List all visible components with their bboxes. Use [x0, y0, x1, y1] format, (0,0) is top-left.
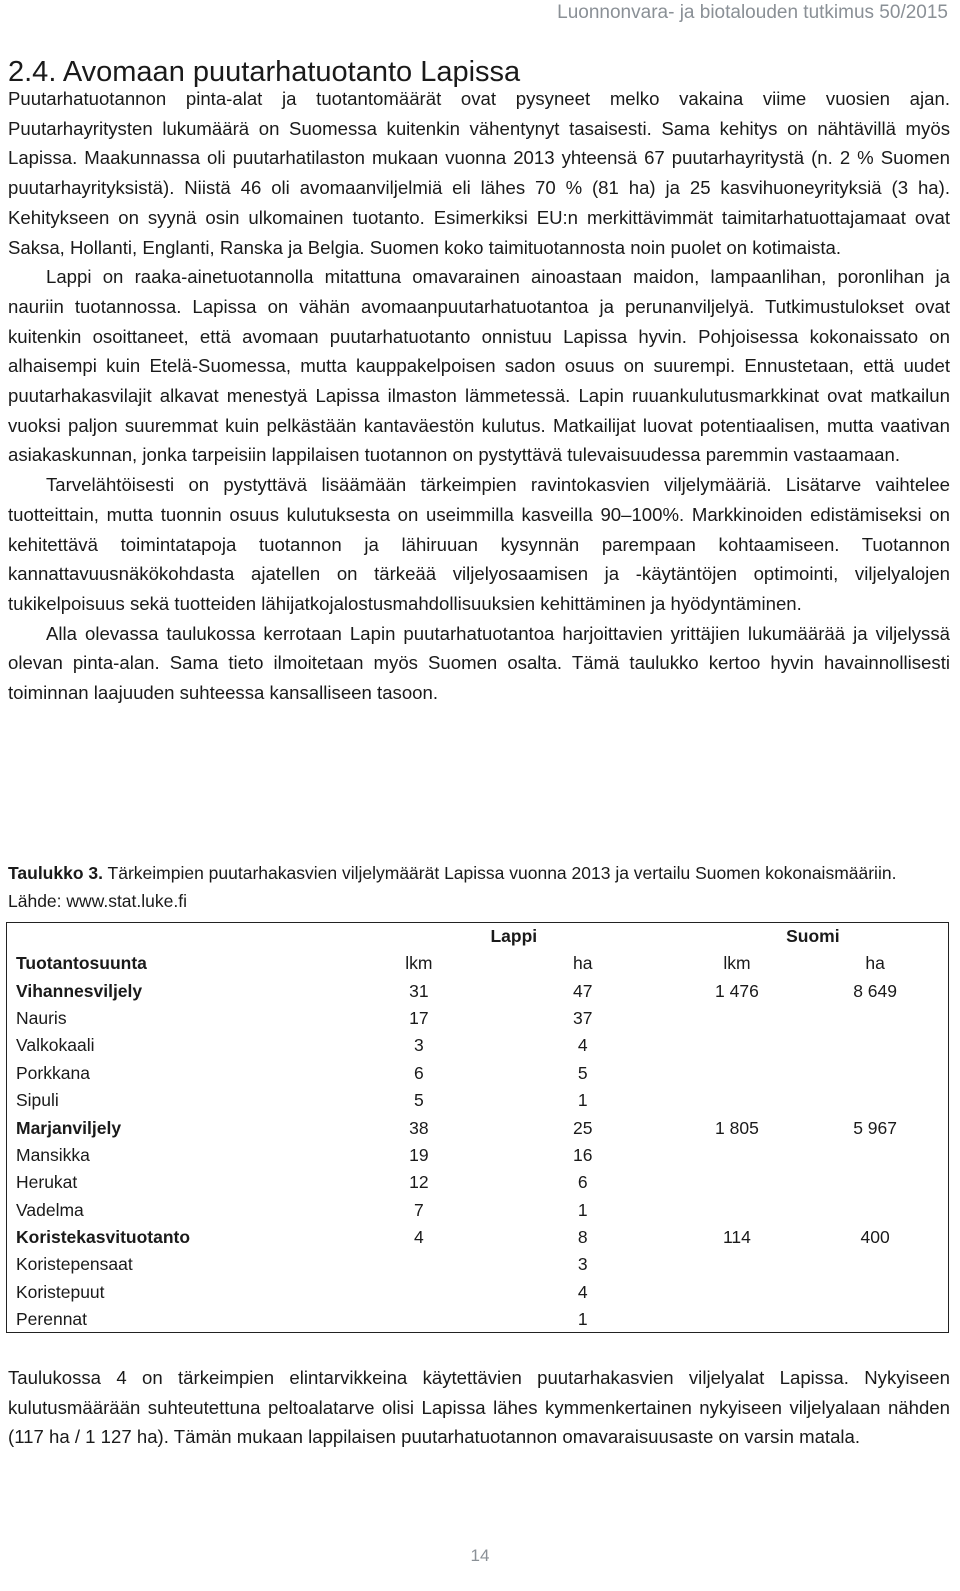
cell-suomi-lkm [673, 1032, 802, 1059]
cell-suomi-lkm [673, 1251, 802, 1278]
cell-lappi-ha: 4 [577, 1035, 588, 1056]
row-label: Perennat [16, 1309, 88, 1330]
cell-lappi-lkm: 6 [414, 1062, 424, 1083]
col-header-suomi-ha: ha [865, 953, 885, 974]
cell-lappi-ha: 37 [572, 1007, 593, 1028]
table-row [7, 977, 949, 1004]
cell-lappi-lkm: 12 [409, 1172, 429, 1193]
cell-lappi-ha: 47 [572, 980, 593, 1001]
paragraph-3: Tarvelähtöisesti on pystyttävä lisäämään tärkeimpien ravintokasvien viljelymääriä. Lisätarve vaihtelee tuotteittain, mutta tuonnin osuus kulutuksesta on useimmilla kasveilla 90–100%. Markkinoiden edistämiseksi on kehitettävä toimintatapoja tuotannon ja lähiruuan kysynnän parempaan kohtaamiseen. Tuotannon kannattavuusnäkökohdasta ajatellen on tärkeää viljelyosaamisen ja -käytäntöjen optimointi, viljelyalojen tukikelpoisuus sekä tuotteiden lähijatkojalostusmahdollisuuksien kehittäminen ja hyödyntäminen. [8, 474, 950, 614]
cell-lappi-lkm: 19 [409, 1144, 429, 1165]
cell-lappi-ha: 16 [572, 1144, 593, 1165]
data-table [7, 922, 949, 1333]
table-row [7, 1032, 949, 1059]
cell-lappi-ha: 3 [577, 1254, 588, 1275]
paragraph-1: Puutarhatuotannon pinta-alat ja tuotantomäärät ovat pysyneet melko vakaina viime vuosien ajan. Puutarhayritysten lukumäärä on Suomessa kuitenkin vähentynyt tasaisesti. Sama kehitys on nähtävillä myös Lapissa. Maakunnassa oli puutarhatilaston mukaan vuonna 2013 yhteensä 67 puutarhayritystä (n. 2 % Suomen puutarhayrityksistä). Niistä 46 oli avomaanviljelmiä eli lähes 70 % (81 ha) ja 25 kasvihuoneyrityksiä (3 ha). Kehitykseen on syynä osin ulkomainen tuotanto. Esimerkiksi EU:n merkittävimmät taimitarhatuottajamaat ovat Saksa, Hollanti, Englanti, Ranska ja Belgia. Suomen koko taimituotannosta noin puolet on kotimaista. [8, 88, 950, 258]
table-row [7, 1197, 949, 1224]
group-header-lappi: Lappi [490, 925, 538, 946]
cell-lappi-lkm [345, 1251, 493, 1278]
cell-suomi-lkm [673, 1142, 802, 1169]
cell-lappi-lkm: 38 [409, 1117, 429, 1138]
cell-lappi-lkm: 3 [414, 1035, 424, 1056]
cell-suomi-ha [801, 1032, 949, 1059]
table-caption-text: Tärkeimpien puutarhakasvien viljelymäärät Lapissa vuonna 2013 ja vertailu Suomen kokonaismääriin. Lähde: www.stat.luke.fi [8, 863, 897, 911]
cell-suomi-ha [801, 1142, 949, 1169]
cell-lappi-ha: 1 [577, 1090, 588, 1111]
table-row [7, 1224, 949, 1251]
row-label: Vadelma [16, 1199, 84, 1220]
row-label: Sipuli [16, 1090, 59, 1111]
cell-suomi-ha [801, 1197, 949, 1224]
after-table-paragraph: Taulukossa 4 on tärkeimpien elintarvikkeina käytettävien puutarhakasvien viljelyalat Lapissa. Nykyiseen kulutusmäärään suhteutettuna peltoalatarve olisi Lapissa lähes kymmenkertainen nykyiseen viljelyalaan nähden (117 ha / 1 127 ha). Tämän mukaan lappilaisen puutarhatuotannon omavaraisuusaste on varsin matala. [8, 1367, 950, 1448]
cell-suomi-lkm [673, 1060, 802, 1087]
col-header-tuotantosuunta: Tuotantosuunta [16, 953, 147, 974]
table-group-header-row [7, 922, 949, 950]
table-row [7, 1279, 949, 1306]
cell-suomi-lkm: 1 476 [715, 980, 759, 1001]
cell-suomi-lkm [673, 1279, 802, 1306]
row-label: Vihannesviljely [16, 980, 143, 1001]
cell-suomi-lkm [673, 1197, 802, 1224]
cell-lappi-lkm [345, 1306, 493, 1333]
col-header-suomi-lkm: lkm [723, 953, 751, 974]
table-row [7, 1005, 949, 1032]
table-column-header-row [7, 950, 949, 977]
cell-suomi-lkm: 1 805 [715, 1117, 759, 1138]
cell-suomi-lkm [673, 1169, 802, 1196]
page-number: 14 [470, 1546, 490, 1565]
cell-lappi-ha: 25 [572, 1117, 593, 1138]
row-label: Koristekasvituotanto [16, 1227, 191, 1248]
cell-lappi-lkm: 7 [414, 1199, 424, 1220]
cell-suomi-lkm [673, 1005, 802, 1032]
cell-lappi-ha: 1 [577, 1199, 588, 1220]
table-caption-label: Taulukko 3. [8, 863, 103, 883]
table-row [7, 1306, 949, 1333]
table-row [7, 1169, 949, 1196]
running-header: Luonnonvara- ja biotalouden tutkimus 50/2015 [557, 2, 948, 23]
col-header-lappi-lkm: lkm [405, 953, 433, 974]
group-header-suomi: Suomi [786, 925, 840, 946]
cell-lappi-lkm: 31 [409, 980, 429, 1001]
table-caption [8, 860, 948, 915]
table-row [7, 1060, 949, 1087]
table-row [7, 1251, 949, 1278]
cell-lappi-ha: 1 [577, 1309, 588, 1330]
cell-suomi-lkm: 114 [722, 1227, 751, 1248]
cell-lappi-ha: 5 [577, 1062, 588, 1083]
body-text-block [8, 84, 950, 708]
row-label: Koristepensaat [16, 1254, 133, 1275]
cell-suomi-ha [801, 1060, 949, 1087]
table-row [7, 1114, 949, 1141]
cell-suomi-ha [801, 1306, 949, 1333]
row-label: Nauris [16, 1007, 67, 1028]
cell-suomi-ha [801, 1279, 949, 1306]
cell-lappi-lkm: 5 [414, 1090, 424, 1111]
cell-suomi-ha: 5 967 [853, 1117, 897, 1138]
cell-suomi-lkm [673, 1087, 802, 1114]
row-label: Herukat [16, 1172, 78, 1193]
cell-suomi-ha [801, 1005, 949, 1032]
paragraph-2: Lappi on raaka-ainetuotannolla mitattuna omavarainen ainoastaan maidon, lampaanlihan, poronlihan ja nauriin tuotannossa. Lapissa on vähän avomaanpuutarhatuotantoa ja perunanviljelyä. Tutkimustulokset ovat kuitenkin osoittaneet, että avomaan puutarhatuotanto onnistuu Lapissa hyvin. Pohjoisessa kokonaissato on alhaisempi kuin Etelä-Suomessa, mutta kauppakelpoisen sadon osuus on suurempi. Ennustetaan, että uudet puutarhakasvilajit alkavat menestyä Lapissa ilmaston lämmetessä. Lapin ruuankulutusmarkkinat ovat matkailun vuoksi paljon suuremmat kuin pelkästään kantaväestön kulutus. Matkailijat luovat potentiaalisen, mutta vaativan asiakaskunnan, jonka tarpeisiin lappilaisen tuotannon on pystyttävä tulevaisuudessa paremmin vastaamaan. [8, 266, 950, 466]
cell-lappi-ha: 6 [577, 1172, 588, 1193]
row-label: Marjanviljely [16, 1117, 122, 1138]
row-label: Porkkana [16, 1062, 90, 1083]
col-header-lappi-ha: ha [572, 953, 593, 974]
cell-suomi-ha [801, 1169, 949, 1196]
table-row [7, 1087, 949, 1114]
paragraph-4: Alla olevassa taulukossa kerrotaan Lapin puutarhatuotantoa harjoittavien yrittäjien lukumäärää ja viljelyssä olevan pinta-alan. Sama tieto ilmoitetaan myös Suomen osalta. Tämä taulukko kertoo hyvin havainnollisesti toiminnan laajuuden suhteessa kansalliseen tasoon. [8, 622, 950, 704]
cell-lappi-ha: 8 [577, 1227, 588, 1248]
row-label: Mansikka [16, 1144, 90, 1165]
cell-suomi-ha: 8 649 [853, 980, 897, 1001]
row-label: Koristepuut [16, 1281, 105, 1302]
cell-lappi-lkm [345, 1279, 493, 1306]
cell-suomi-ha [801, 1251, 949, 1278]
cell-suomi-ha [801, 1087, 949, 1114]
cell-suomi-ha: 400 [860, 1227, 890, 1248]
cell-lappi-lkm: 17 [409, 1007, 429, 1028]
row-label: Valkokaali [16, 1035, 95, 1056]
cell-lappi-ha: 4 [577, 1281, 588, 1302]
cell-suomi-lkm [673, 1306, 802, 1333]
section-title: 2.4. Avomaan puutarhatuotanto Lapissa [8, 56, 521, 88]
cell-lappi-lkm: 4 [414, 1227, 424, 1248]
table-row [7, 1142, 949, 1169]
